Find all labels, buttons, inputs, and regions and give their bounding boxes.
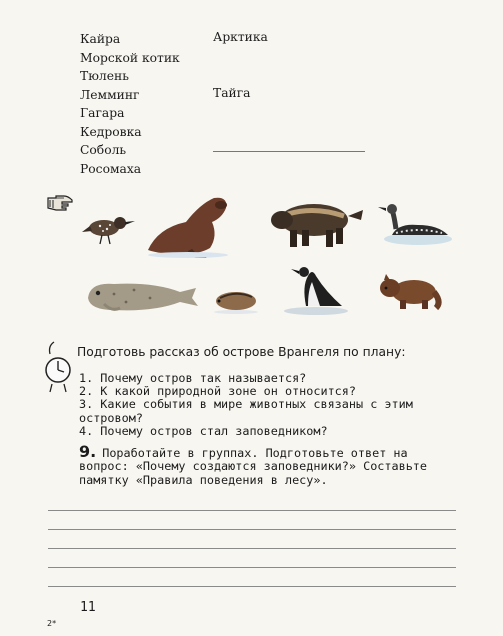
zone-arctic-label: Арктика bbox=[213, 30, 268, 44]
nutcracker-bird-icon bbox=[82, 212, 138, 250]
loon-icon bbox=[378, 203, 454, 251]
page-number: 11 bbox=[80, 600, 96, 615]
animal-list bbox=[80, 30, 180, 178]
answer-line bbox=[48, 510, 456, 511]
answer-line bbox=[48, 567, 456, 568]
task-number: 9. bbox=[79, 442, 97, 461]
task-text: Поработайте в группах. Подготовьте ответ на вопрос: «Почему создаются заповедники?» Составьте памятку «Правила поведения в лесу». bbox=[79, 446, 428, 487]
story-question-list bbox=[79, 372, 459, 438]
animal-name: Соболь bbox=[80, 143, 127, 157]
zone-taiga-label: Тайга bbox=[213, 86, 251, 100]
animal-name: Кедровка bbox=[80, 124, 142, 139]
lemming-icon bbox=[210, 288, 260, 318]
wolverine-icon bbox=[268, 198, 364, 254]
animal-name: Кайра bbox=[80, 32, 121, 46]
task-9 bbox=[79, 442, 459, 487]
animal-name: Морской котик bbox=[80, 50, 180, 65]
guillemot-icon bbox=[282, 262, 352, 320]
animal-name: Лемминг bbox=[80, 87, 140, 102]
sable-icon bbox=[378, 270, 442, 316]
answer-line bbox=[48, 529, 456, 530]
animal-name: Росомаха bbox=[80, 161, 142, 176]
fur-seal-icon bbox=[138, 192, 233, 262]
story-question: 2. К какой природной зоне он относится? bbox=[79, 384, 356, 399]
answer-line bbox=[48, 548, 456, 549]
story-heading: Подготовь рассказ об острове Врангеля по плану: bbox=[77, 345, 406, 359]
animal-name: Тюлень bbox=[80, 69, 129, 83]
pointing-hand-icon bbox=[46, 193, 74, 217]
story-question: 4. Почему остров стал заповедником? bbox=[79, 423, 328, 438]
seal-icon bbox=[84, 278, 200, 320]
signature-mark: 2* bbox=[47, 619, 57, 628]
animal-name: Гагара bbox=[80, 106, 125, 120]
answer-line bbox=[48, 586, 456, 587]
zone-answer-line bbox=[213, 151, 365, 152]
story-question: 3. Какие события в мире животных связаны с этим островом? bbox=[79, 397, 413, 425]
story-question: 1. Почему остров так называется? bbox=[79, 371, 307, 385]
clock-icon bbox=[44, 340, 72, 398]
